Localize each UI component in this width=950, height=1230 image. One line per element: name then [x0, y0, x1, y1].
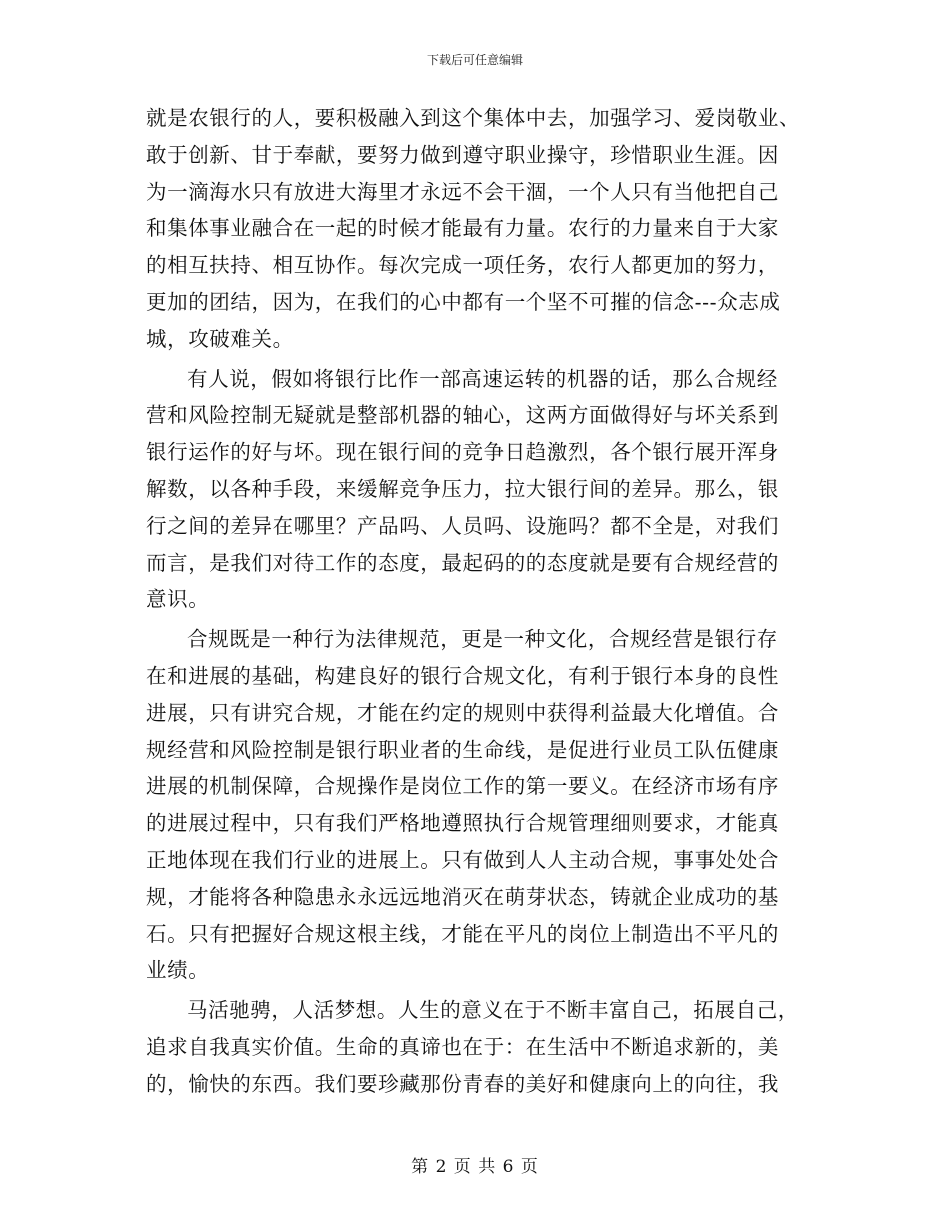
text-line: 追求自我真实价值。生命的真谛也在于：在生活中不断追求新的，美 — [146, 1034, 779, 1059]
text-line: 有人说，假如将银行比作一部高速运转的机器的话，那么合规经 — [187, 366, 778, 391]
text-line: 规，才能将各种隐患永永远远地消灭在萌芽状态，铸就企业成功的基 — [146, 884, 779, 909]
paragraph-3 — [146, 621, 806, 989]
text-line: 马活驰骋，人活梦想。人生的意义在于不断丰富自己，拓展自己， — [187, 998, 799, 1023]
text-line: 行之间的差异在哪里？产品吗、人员吗、设施吗？都不全是，对我们 — [146, 513, 779, 538]
page-header: 下载后可任意编辑 — [426, 53, 523, 67]
text-line: 和集体事业融合在一起的时候才能最有力量。农行的力量来自于大家 — [146, 216, 779, 241]
text-line: 更加的团结，因为，在我们的心中都有一个坚不可摧的信念---众志成 — [146, 289, 781, 314]
text-line: 业绩。 — [146, 958, 210, 983]
page-footer: 第 2 页 共 6 页 — [411, 1157, 539, 1177]
text-line: 规经营和风险控制是银行职业者的生命线，是促进行业员工队伍健康 — [146, 737, 779, 762]
text-line: 意识。 — [146, 587, 210, 612]
paragraph-2 — [146, 361, 806, 619]
text-line: 合规既是一种行为法律规范，更是一种文化，合规经营是银行存 — [187, 627, 778, 652]
text-line: 就是农银行的人，要积极融入到这个集体中去，加强学习、爱岗敬业、 — [146, 106, 801, 130]
text-line: 在和进展的基础，构建良好的银行合规文化，有利于银行本身的良性 — [146, 663, 779, 688]
text-line: 的相互扶持、相互协作。每次完成一项任务，农行人都更加的努力， — [146, 253, 779, 278]
text-line: 石。只有把握好合规这根主线，才能在平凡的岗位上制造出不平凡的 — [146, 921, 779, 946]
text-line: 解数，以各种手段，来缓解竞争压力，拉大银行间的差异。那么，银 — [146, 476, 779, 501]
text-line: 敢于创新、甘于奉献，要努力做到遵守职业操守，珍惜职业生涯。因 — [146, 142, 779, 167]
text-line: 营和风险控制无疑就是整部机器的轴心，这两方面做得好与坏关系到 — [146, 403, 779, 428]
paragraph-1 — [146, 100, 806, 358]
document-body — [146, 100, 806, 1103]
text-line: 银行运作的好与坏。现在银行间的竞争日趋激烈，各个银行展开浑身 — [146, 440, 779, 465]
text-line: 为一滴海水只有放进大海里才永远不会干涸，一个人只有当他把自己 — [146, 179, 779, 204]
text-line: 城，攻破难关。 — [146, 326, 294, 351]
text-line: 而言，是我们对待工作的态度，最起码的的态度就是要有合规经营的 — [146, 550, 779, 575]
text-line: 的，愉快的东西。我们要珍藏那份青春的美好和健康向上的向往，我 — [146, 1071, 779, 1096]
text-line: 正地体现在我们行业的进展上。只有做到人人主动合规，事事处处合 — [146, 847, 779, 872]
paragraph-4 — [146, 992, 806, 1102]
text-line: 的进展过程中，只有我们严格地遵照执行合规管理细则要求，才能真 — [146, 811, 779, 836]
text-line: 进展，只有讲究合规，才能在约定的规则中获得利益最大化增值。合 — [146, 700, 779, 725]
text-line: 进展的机制保障，合规操作是岗位工作的第一要义。在经济市场有序 — [146, 774, 779, 799]
